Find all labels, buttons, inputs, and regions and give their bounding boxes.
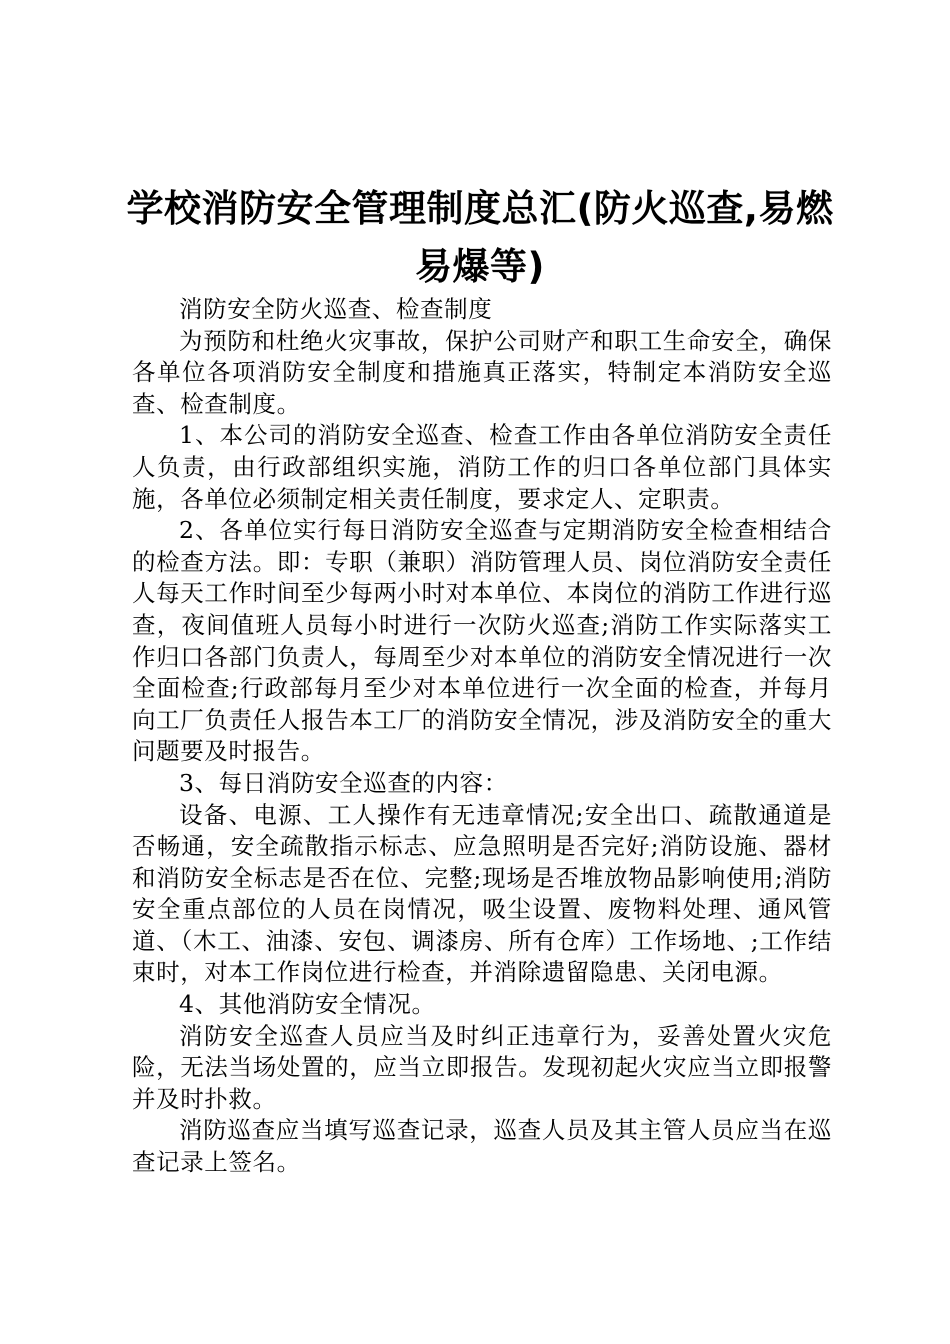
inspection-contents-paragraph: 设备、电源、工人操作有无违章情况;安全出口、疏散通道是否畅通，安全疏散指示标志、应急照明是否完好;消防设施、器材和消防安全标志是否在位、完整;现场是否堆放物品影响使用;消防安全重点部位的人员在岗情况，吸尘设置、废物料处理、通风管道、（木工、油漆、安包、调漆房、所有仓库）工作场地、;工作结束时，对本工作岗位进行检查，并消除遗留隐患、关闭电源。 bbox=[132, 800, 832, 987]
correction-paragraph: 消防安全巡查人员应当及时纠正违章行为，妥善处置火灾危险，无法当场处置的，应当立即报告。发现初起火灾应当立即报警并及时扑救。 bbox=[132, 1021, 832, 1113]
rule-3-heading: 3、每日消防安全巡查的内容： bbox=[179, 768, 508, 797]
record-paragraph: 消防巡查应当填写巡查记录，巡查人员及其主管人员应当在巡查记录上签名。 bbox=[132, 1116, 832, 1177]
rule-4-heading: 4、其他消防安全情况。 bbox=[179, 990, 436, 1019]
rule-2-paragraph: 2、各单位实行每日消防安全巡查与定期消防安全检查相结合的检查方法。即：专职（兼职）消防管理人员、岗位消防安全责任人每天工作时间至少每两小时对本单位、本岗位的消防工作进行巡查，夜间值班人员每小时进行一次防火巡查;消防工作实际落实工作归口各部门负责人，每周至少对本单位的消防安全情况进行一次全面检查;行政部每月至少对本单位进行一次全面的检查，并每月向工厂负责任人报告本工厂的消防安全情况，涉及消防安全的重大问题要及时报告。 bbox=[132, 516, 832, 766]
document-title: 学校消防安全管理制度总汇(防火巡查,易燃易爆等) bbox=[126, 187, 834, 288]
section-heading: 消防安全防火巡查、检查制度 bbox=[179, 295, 493, 323]
document-body bbox=[132, 294, 832, 1179]
intro-paragraph: 为预防和杜绝火灾事故，保护公司财产和职工生命安全，确保各单位各项消防安全制度和措施真正落实，特制定本消防安全巡查、检查制度。 bbox=[132, 326, 832, 418]
rule-1-paragraph: 1、本公司的消防安全巡查、检查工作由各单位消防安全责任人负责，由行政部组织实施，消防工作的归口各单位部门具体实施，各单位必须制定相关责任制度，要求定人、定职责。 bbox=[132, 421, 832, 513]
